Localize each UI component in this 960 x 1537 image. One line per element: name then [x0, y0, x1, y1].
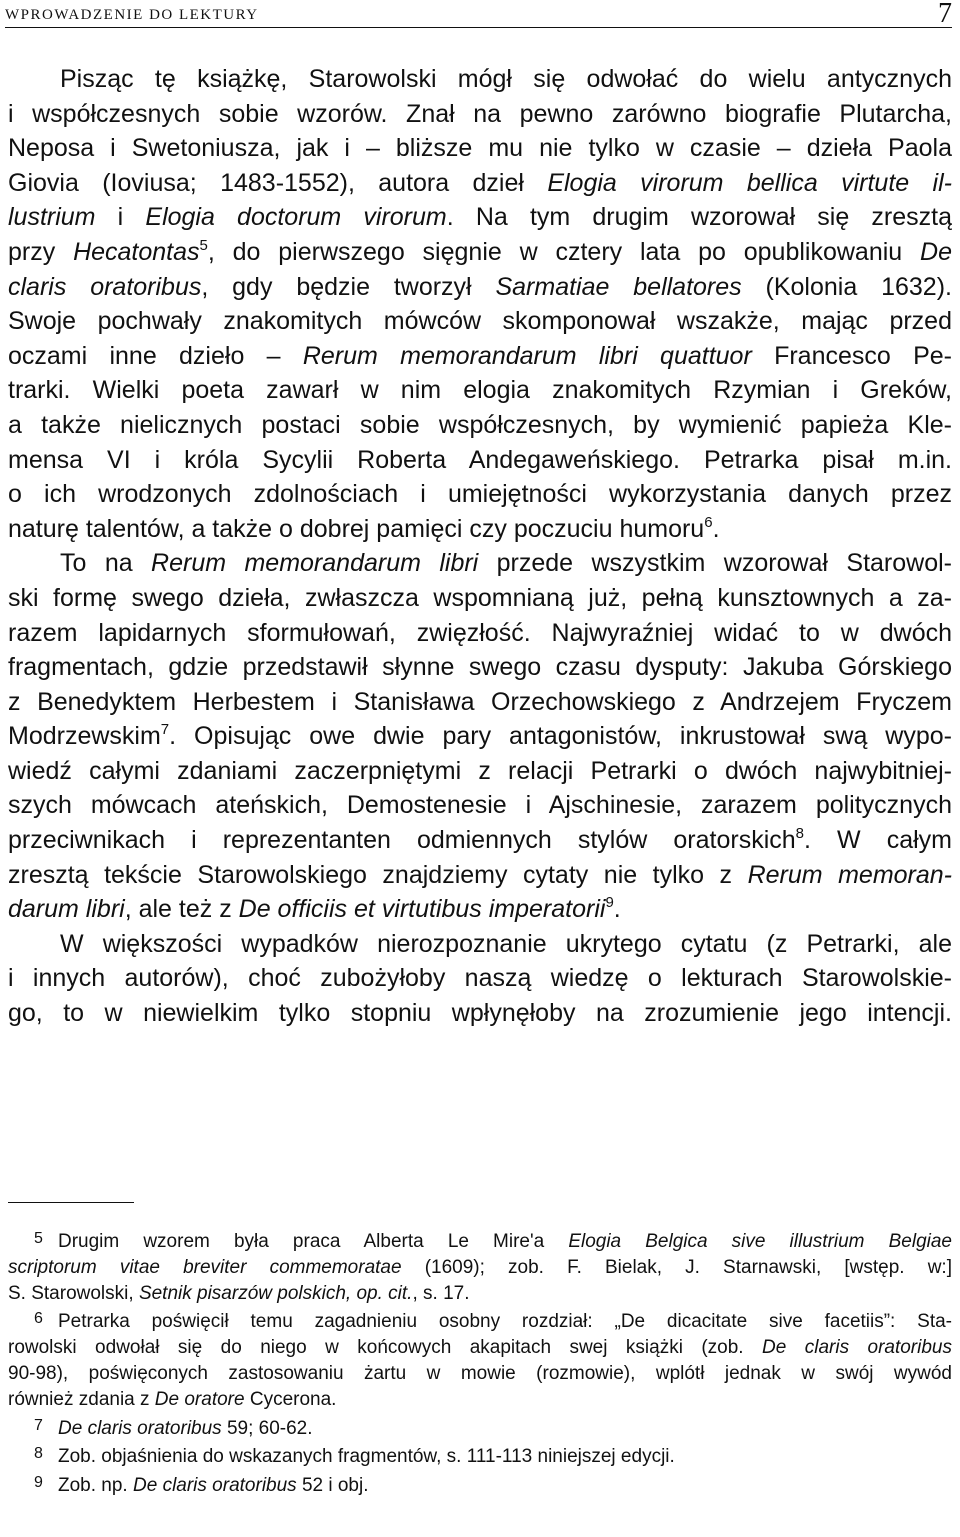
text-line: wiedź całymi zdaniami zaczerpniętymi z relacji Petrarki o dwóch najwybitniej-: [8, 756, 952, 785]
italic-title: Setnik pisarzów polskich, op. cit.: [138, 1282, 413, 1304]
body-text: [8, 62, 952, 1031]
italic-title: Sarmatiae bellatores: [495, 272, 742, 301]
footnote-ref: 6: [704, 513, 713, 531]
running-title: WPROWADZENIE DO LEKTURY: [5, 7, 259, 23]
italic-title: De officiis et virtutibus imperatorii: [238, 895, 606, 924]
text-line: Swoje pochwały znakomitych mówców skomponował wszakże, mając przed: [8, 307, 952, 336]
text-line: i współczesnych sobie wzorów. Znał na pewno zarówno biografie Plutarcha,: [8, 99, 952, 128]
italic-title: darum libri: [8, 895, 125, 924]
italic-title: Elogia Belgica sive illustrium Belgiae: [568, 1231, 952, 1252]
footnote-number: 9: [34, 1474, 43, 1492]
text-line: o ich wrodzonych zdolnościach i umiejętności wykorzystania danych przez: [8, 480, 952, 509]
text-line: przeciwnikach i reprezentanten odmiennych stylów oratorskich$^8$. W całym: [8, 825, 952, 855]
italic-title: De: [920, 237, 952, 266]
footnote-line: również zdania z De oratore Cycerona.: [8, 1388, 337, 1410]
italic-title: Rerum memorandarum libri: [151, 549, 479, 578]
footnote-number: 6: [34, 1310, 43, 1328]
footnotes: [8, 1226, 952, 1499]
text-line: przy Hecatontas$^5$, do pierwszego sięgnie w cztery lata po opublikowaniu De: [8, 236, 952, 266]
text-line: oczami inne dzieło – Rerum memorandarum libri quattuor Francesco Pe-: [8, 341, 952, 370]
text-line: trarki. Wielki poeta zawarł w nim elogia znakomitych Rzymian i Greków,: [8, 376, 952, 405]
text-line: Giovia (Ioviusa; 1483-1552), autora dzieł Elogia virorum bellica virtute il-: [8, 168, 952, 197]
text-line: a także nielicznych postaci sobie współczesnych, by wymienić papieża Kle-: [8, 410, 952, 439]
text-line: ski formę swego dzieła, zwłaszcza wspomnianą już, pełną kunsztownych a za-: [8, 583, 952, 612]
footnote-number: 5: [34, 1230, 43, 1247]
footnote-number: 8: [34, 1445, 43, 1463]
footnote-line: 90-98), poświęconych zastosowaniu żartu w mowie (rozmowie), wplótł jednak w swój wywód: [8, 1362, 952, 1384]
text-line: Pisząc tę książkę, Starowolski mógł się odwołać do wielu antycznych: [60, 65, 952, 93]
page-number: 7: [938, 0, 952, 29]
italic-title: scriptorum vitae breviter commemoratae: [8, 1256, 402, 1278]
italic-title: claris oratoribus: [8, 272, 202, 301]
text-line: i innych autorów), choć zubożyłoby naszą wiedzę o lekturach Starowolskie-: [8, 964, 952, 993]
italic-title: De oratore: [154, 1388, 245, 1410]
text-line: zresztą tekście Starowolskiego znajdziemy cytaty nie tylko z Rerum memoran-: [8, 860, 952, 889]
text-line: razem lapidarnych sformułowań, zwięzłość. Najwyraźniej widać to w dwóch: [8, 618, 952, 647]
text-line: Neposa i Swetoniusza, jak i – bliższe mu nie tylko w czasie – dzieła Paola: [8, 134, 952, 163]
footnote-rule: [8, 1202, 134, 1203]
italic-title: De claris oratoribus: [762, 1337, 952, 1359]
italic-title: De claris oratoribus: [133, 1475, 297, 1497]
footnote-line: rowolski odwołał się do niego w końcowych akapitach swej książki (zob. De claris oratoribus: [8, 1337, 952, 1359]
text-line: To na Rerum memorandarum libri przede wszystkim wzorował Starowol-: [60, 549, 952, 578]
footnote-line: scriptorum vitae breviter commemoratae (1609); zob. F. Bielak, J. Starnawski, [wstęp. w:]: [8, 1256, 952, 1278]
text-line: W większości wypadków nierozpoznanie ukrytego cytatu (z Petrarki, ale: [60, 929, 952, 958]
text-line: mensa VI i króla Sycylii Roberta Andegaweńskiego. Petrarka pisał m.in.: [8, 445, 952, 474]
italic-title: Rerum memoran-: [747, 860, 952, 889]
text-line: naturę talentów, a także o dobrej pamięci czy poczuciu humoru$^6$.: [8, 513, 720, 543]
footnote-8: 8 Zob. objaśnienia do wskazanych fragmentów, s. 111-113 niniejszej edycji.: [8, 1441, 952, 1470]
footnote-ref: 7: [160, 721, 170, 739]
footnote-ref: 5: [199, 236, 208, 254]
text-line: claris oratoribus, gdy będzie tworzył Sarmatiae bellatores (Kolonia 1632).: [8, 272, 952, 301]
text-line: z Benedyktem Herbestem i Stanisława Orzechowskiego z Andrzejem Fryczem: [8, 687, 952, 716]
footnote-number: 7: [34, 1416, 43, 1434]
footnote-7: 7 De claris oratoribus 59; 60-62.: [8, 1413, 952, 1442]
footnote-9: 9 Zob. np. De claris oratoribus 52 i obj.: [8, 1470, 952, 1499]
footnote-ref: 9: [605, 894, 614, 912]
italic-title: Elogia doctorum virorum: [145, 203, 447, 232]
page-header: [5, 0, 952, 30]
footnote-ref: 8: [795, 825, 805, 843]
footnote-line: S. Starowolski, Setnik pisarzów polskich, op. cit., s. 17.: [8, 1282, 470, 1304]
italic-title: Hecatontas: [73, 237, 200, 266]
text-line: szych mówcach ateńskich, Demostenesie i Ajschinesie, zarazem politycznych: [8, 791, 952, 820]
italic-title: De claris oratoribus: [58, 1417, 222, 1439]
text-line: go, to w niewielkim tylko stopniu wpłynęłoby na zrozumienie jego intencji.: [8, 999, 952, 1028]
italic-title: lustrium: [8, 203, 96, 232]
header-rule: [5, 27, 952, 28]
footnote-5: 5 Drugim wzorem była praca Alberta Le Mire'a Elogia Belgica sive illustrium Belgiae: [8, 1226, 952, 1255]
footnote-6: 6 Petrarka poświęcił temu zagadnieniu osobny rozdział: „De dicacitate sive facetiis”: Sta-: [8, 1306, 952, 1335]
italic-title: Elogia virorum bellica virtute il-: [547, 168, 952, 197]
text-line: fragmentach, gdzie przedstawił słynne swego czasu dysputy: Jakuba Górskiego: [8, 653, 952, 682]
text-line: darum libri, ale też z De officiis et virtutibus imperatorii$^9$.: [8, 894, 621, 924]
italic-title: Rerum memorandarum libri quattuor: [302, 341, 752, 370]
text-line: lustrium i Elogia doctorum virorum. Na tym drugim wzorował się zresztą: [8, 203, 952, 232]
text-line: Modrzewskim$^7$. Opisując owe dwie pary antagonistów, inkrustował swą wypo-: [8, 721, 952, 751]
